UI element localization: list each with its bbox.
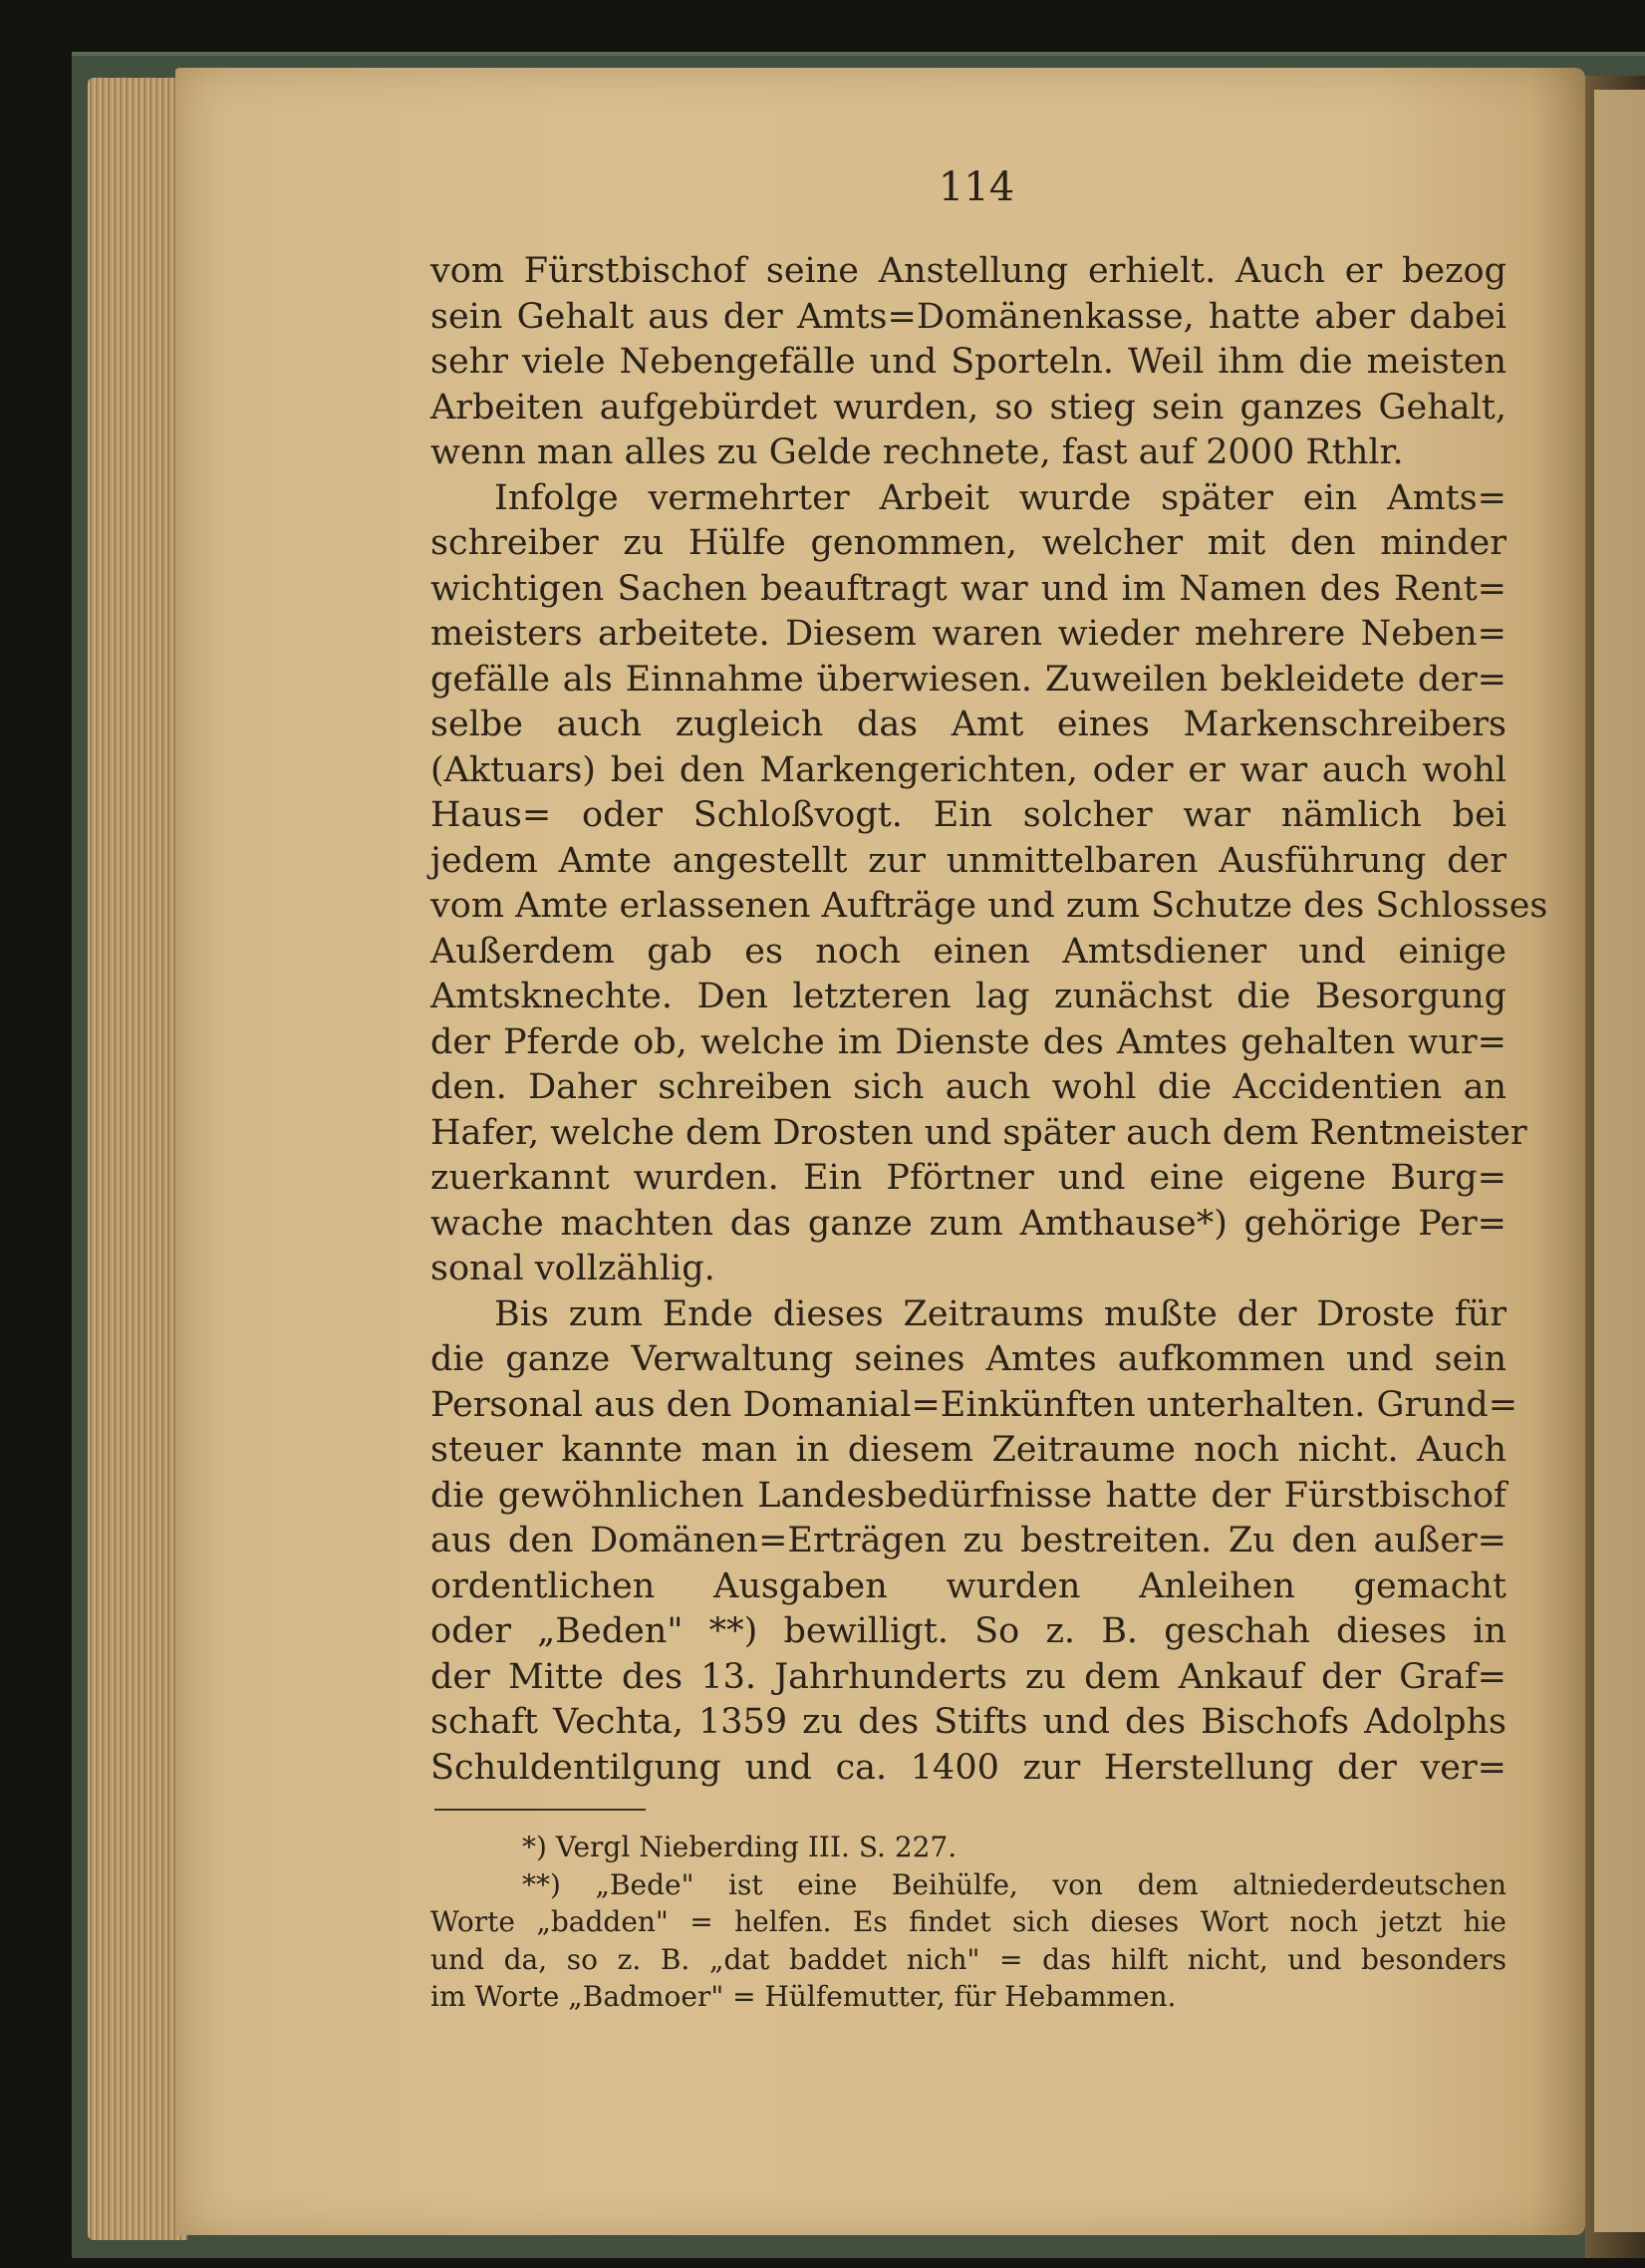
text-line: ordentlichen Ausgaben wurden Anleihen gemacht bbox=[430, 1565, 1507, 1606]
text-line: vom Fürstbischof seine Anstellung erhielt. Auch er bezog bbox=[430, 251, 1507, 291]
text-line: jedem Amte angestellt zur unmittelbaren Ausführung der bbox=[430, 840, 1507, 881]
text-line: der Mitte des 13. Jahrhunderts zu dem Ankauf der Graf= bbox=[430, 1656, 1507, 1697]
page-number: 114 bbox=[938, 164, 1015, 210]
text-line: Haus= oder Schloßvogt. Ein solcher war nämlich bei bbox=[430, 795, 1507, 835]
text-line: Personal aus den Domanial=Einkünften unterhalten. Grund= bbox=[430, 1384, 1518, 1425]
text-line: wenn man alles zu Gelde rechnete, fast auf 2000 Rthlr. bbox=[430, 432, 1404, 472]
text-line: zuerkannt wurden. Ein Pförtner und eine eigene Burg= bbox=[430, 1158, 1507, 1198]
text-line: selbe auch zugleich das Amt eines Markenschreibers bbox=[430, 705, 1507, 744]
footnote-line: Worte „badden" = helfen. Es findet sich dieses Wort noch jetzt hie bbox=[430, 1905, 1507, 1938]
text-line: meisters arbeitete. Diesem waren wieder mehrere Neben= bbox=[430, 614, 1507, 654]
text-line: (Aktuars) bei den Markengerichten, oder er war auch wohl bbox=[430, 749, 1507, 790]
text-line: schaft Vechta, 1359 zu des Stifts und des Bischofs Adolphs bbox=[430, 1702, 1507, 1742]
text-line: wichtigen Sachen beauftragt war und im Namen des Rent= bbox=[430, 568, 1507, 609]
footnote-rule bbox=[434, 1809, 646, 1811]
footnote-line: **) „Bede" ist eine Beihülfe, von dem altniederdeutschen bbox=[522, 1867, 1507, 1901]
text-line: Arbeiten aufgebürdet wurden, so stieg sein ganzes Gehalt, bbox=[430, 387, 1507, 427]
text-line: steuer kannte man in diesem Zeitraume noch nicht. Auch bbox=[430, 1430, 1507, 1470]
body-text bbox=[430, 249, 1548, 1791]
text-line: der Pferde ob, welche im Dienste des Amtes gehalten wur= bbox=[430, 1021, 1507, 1062]
text-line: vom Amte erlassenen Aufträge und zum Schutze des Schlosses bbox=[430, 886, 1548, 926]
footnote-line: und da, so z. B. „dat baddet nich" = das hilft nicht, und besonders bbox=[430, 1942, 1507, 1976]
text-line: gefälle als Einnahme überwiesen. Zuweilen bekleidete der= bbox=[430, 659, 1507, 700]
footnote-line: *) Vergl Nieberding III. S. 227. bbox=[522, 1831, 958, 1863]
text-line: die gewöhnlichen Landesbedürfnisse hatte der Fürstbischof bbox=[430, 1475, 1507, 1516]
footnotes bbox=[430, 1829, 1507, 2016]
text-line: Schuldentilgung und ca. 1400 zur Herstellung der ver= bbox=[430, 1747, 1507, 1788]
text-line: die ganze Verwaltung seines Amtes aufkommen und sein bbox=[430, 1339, 1507, 1379]
page-stack-edges bbox=[88, 78, 187, 2240]
text-line: Amtsknechte. Den letzteren lag zunächst die Besorgung bbox=[430, 977, 1507, 1016]
text-line: den. Daher schreiben sich auch wohl die Accidentien an bbox=[430, 1067, 1507, 1107]
text-line: aus den Domänen=Erträgen zu bestreiten. Zu den außer= bbox=[430, 1521, 1507, 1560]
text-line: oder „Beden" **) bewilligt. So z. B. geschah dieses in bbox=[430, 1611, 1507, 1651]
text-line: Bis zum Ende dieses Zeitraums mußte der Droste für bbox=[494, 1293, 1507, 1334]
footnote-line: im Worte „Badmoer" = Hülfemutter, für Hebammen. bbox=[430, 1980, 1177, 2013]
text-line: sein Gehalt aus der Amts=Domänenkasse, hatte aber dabei bbox=[430, 296, 1507, 337]
text-line: sonal vollzählig. bbox=[430, 1249, 715, 1288]
facing-page-edge bbox=[1594, 90, 1645, 2232]
text-line: wache machten das ganze zum Amthause*) gehörige Per= bbox=[430, 1203, 1507, 1244]
text-line: sehr viele Nebengefälle und Sporteln. Weil ihm die meisten bbox=[430, 342, 1507, 382]
text-line: Außerdem gab es noch einen Amtsdiener und einige bbox=[430, 931, 1507, 972]
text-line: Hafer, welche dem Drosten und später auch dem Rentmeister bbox=[430, 1112, 1527, 1153]
text-line: Infolge vermehrter Arbeit wurde später ein Amts= bbox=[494, 477, 1507, 518]
text-line: schreiber zu Hülfe genommen, welcher mit den minder bbox=[430, 523, 1507, 563]
